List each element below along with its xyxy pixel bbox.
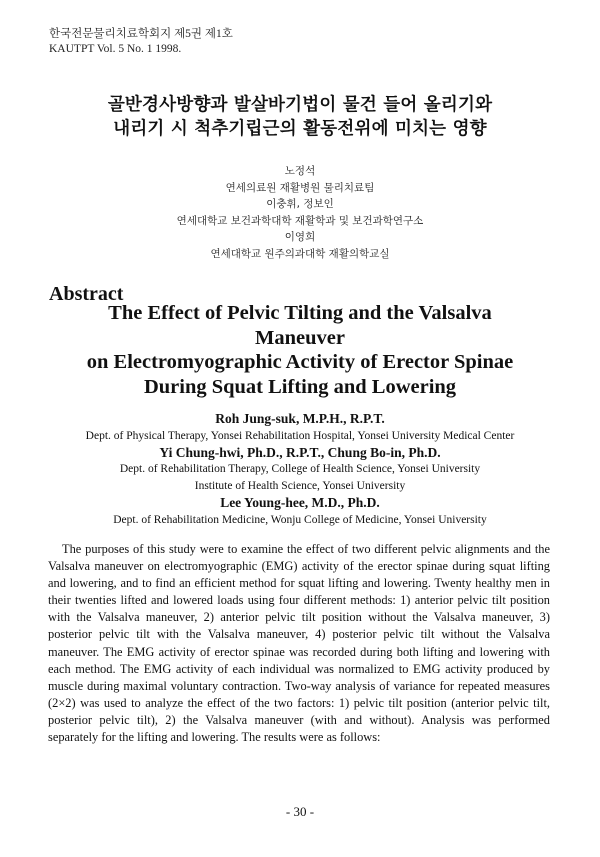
korean-affiliation: 연세의료원 재활병원 물리치료팀 <box>225 181 375 194</box>
korean-author-name: 노정석 <box>284 165 316 177</box>
korean-affiliation: 연세대학교 보건과학대학 재활학과 및 보건과학연구소 <box>176 214 424 227</box>
author-affiliation: Dept. of Rehabilitation Therapy, College of Health Science, Yonsei University <box>119 463 481 476</box>
english-authors <box>0 411 600 529</box>
author-name: Yi Chung-hwi, Ph.D., R.P.T., Chung Bo-in, Ph.D. <box>159 444 441 460</box>
korean-affiliation: 연세대학교 원주의과대학 재활의학교실 <box>210 247 390 260</box>
english-title-line: The Effect of Pelvic Tilting and the Valsalva <box>108 302 492 324</box>
korean-title-line: 골반경사방향과 발살바기법이 물건 들어 올리기와 <box>107 95 493 115</box>
abstract-heading: Abstract <box>49 283 124 305</box>
author-affiliation: Dept. of Physical Therapy, Yonsei Rehabilitation Hospital, Yonsei University Medical Center <box>85 429 515 442</box>
english-title-line: During Squat Lifting and Lowering <box>143 375 457 398</box>
author-name: Roh Jung-suk, M.P.H., R.P.T. <box>215 411 385 426</box>
english-title-line: on Electromyographic Activity of Erector Spinae <box>86 351 514 373</box>
english-title-line: Maneuver <box>255 326 345 349</box>
journal-line-korean: 한국전문물리치료학회지 제5권 제1호 <box>49 28 233 40</box>
journal-line-english: KAUTPT Vol. 5 No. 1 1998. <box>49 43 182 55</box>
english-title <box>0 301 600 399</box>
korean-title <box>0 93 600 141</box>
journal-header <box>49 27 233 57</box>
author-name: Lee Young-hee, M.D., Ph.D. <box>220 494 380 510</box>
author-affiliation: Institute of Health Science, Yonsei University <box>194 480 406 493</box>
korean-author-name: 이영희 <box>284 231 316 243</box>
korean-authors <box>0 163 600 262</box>
page-number: - 30 - <box>285 804 315 819</box>
korean-title-line: 내리기 시 척추기립근의 활동전위에 미치는 영향 <box>113 119 487 139</box>
author-affiliation: Dept. of Rehabilitation Medicine, Wonju College of Medicine, Yonsei University <box>113 513 487 526</box>
abstract-body: The purposes of this study were to examine the effect of two different pelvic alignments and the Valsalva maneuver on electromyographic (EMG) activity of the erector spinae during squat lifting and lowering, and to find an efficient method for squat lifting and lowering. Twenty healthy men in their twenties lifted and lowered loads using four different methods: 1) anterior pelvic tilt position with the Valsalva maneuver, 2) anterior pelvic tilt position without the Valsalva maneuver, 3) posterior pelvic tilt with the Valsalva maneuver, 4) posterior pelvic tilt without the Valsalva maneuver. The EMG activity of erector spinae was recorded during both lifting and lowering with each method. The EMG activity of each individual was normalized to EMG activity produced by muscle during maximal voluntary contraction. Two-way analysis of variance for repeated measures (2×2) was used to analyze the effect of the two factors: 1) pelvic tilt position (anterior pelvic tilt, posterior pelvic tilt), 2) the Valsalva maneuver (with and without). Analysis was performed separately for the lifting and lowering. The results were as follows: <box>48 542 550 745</box>
korean-author-name: 이충휘, 정보인 <box>266 198 334 210</box>
